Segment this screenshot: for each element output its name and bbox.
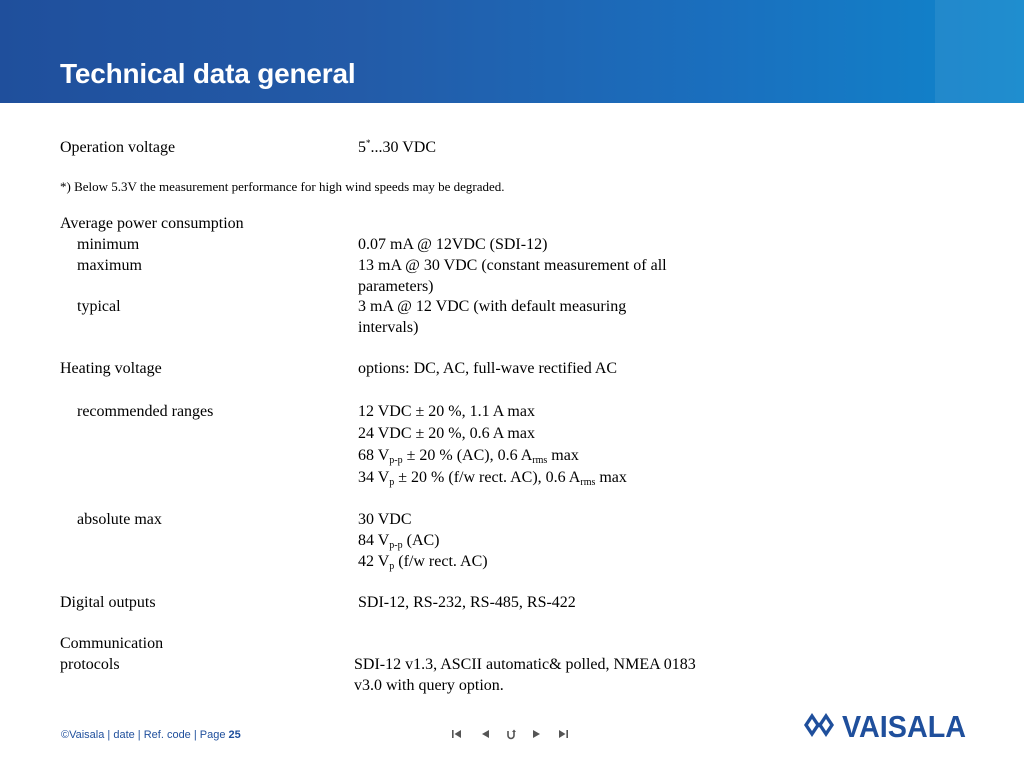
page-number: 25: [228, 729, 241, 741]
vaisala-logo: [800, 703, 970, 747]
footnote: *) Below 5.3V the measurement performance for high wind speeds may be degraded.: [60, 179, 505, 194]
digital-outputs-value: SDI-12, RS-232, RS-485, RS-422: [358, 594, 576, 611]
first-page-icon[interactable]: [450, 728, 464, 744]
absolute-max-2: 84 $V_{p-p}$ (AC): [358, 532, 440, 551]
absolute-max-label: absolute max: [77, 511, 162, 528]
recommended-range-4: 34 $V_p \pm 20$ % (f/w rect. AC), 0.6 $A_{rms}$ max: [358, 469, 627, 488]
return-icon[interactable]: [504, 728, 518, 744]
footer-text: ©Vaisala | date | Ref. code | Page 25: [61, 729, 241, 741]
power-max-label: maximum: [77, 257, 142, 274]
recommended-range-1: 12 VDC ± 20 %, 1.1 A max: [358, 403, 535, 420]
svg-text:VAISALA: VAISALA: [842, 709, 966, 744]
recommended-range-3: 68 $V_{p-p} \pm 20$ % (AC), 0.6 $A_{rms}$ max: [358, 447, 579, 466]
recommended-range-2: 24 VDC ± 20 %, 0.6 A max: [358, 425, 535, 442]
next-icon[interactable]: [530, 728, 544, 744]
protocols-label: protocols: [60, 656, 120, 673]
slide-title: Technical data general: [60, 58, 356, 89]
digital-outputs-label: Digital outputs: [60, 594, 156, 611]
recommended-ranges-label: recommended ranges: [77, 403, 214, 420]
heating-voltage-label: Heating voltage: [60, 360, 162, 377]
operation-voltage-label: Operation voltage: [60, 139, 176, 156]
power-typical-value: 3 mA @ 12 VDC (with default measuring intervals): [358, 298, 627, 336]
power-min-label: minimum: [77, 236, 140, 253]
last-page-icon[interactable]: [556, 728, 570, 744]
communication-protocols-value: SDI-12 v1.3, ASCII automatic& polled, NMEA 0183 v3.0 with query option.: [354, 656, 696, 694]
power-consumption-label: Average power consumption: [60, 215, 244, 232]
previous-icon[interactable]: [478, 728, 492, 744]
power-max-value: 13 mA @ 30 VDC (constant measurement of all parameters): [358, 257, 667, 295]
heating-voltage-value: options: DC, AC, full-wave rectified AC: [358, 360, 618, 377]
vaisala-emblem-icon: [804, 713, 834, 737]
communication-label: Communication: [60, 635, 164, 652]
absolute-max-1: 30 VDC: [358, 511, 412, 528]
operation-voltage-value: 5*...30 VDC: [358, 138, 436, 156]
power-typical-label: typical: [77, 298, 121, 315]
absolute-max-3: 42 $V_p$ (f/w rect. AC): [358, 553, 488, 572]
power-min-value: 0.07 mA @ 12VDC (SDI-12): [358, 236, 548, 253]
